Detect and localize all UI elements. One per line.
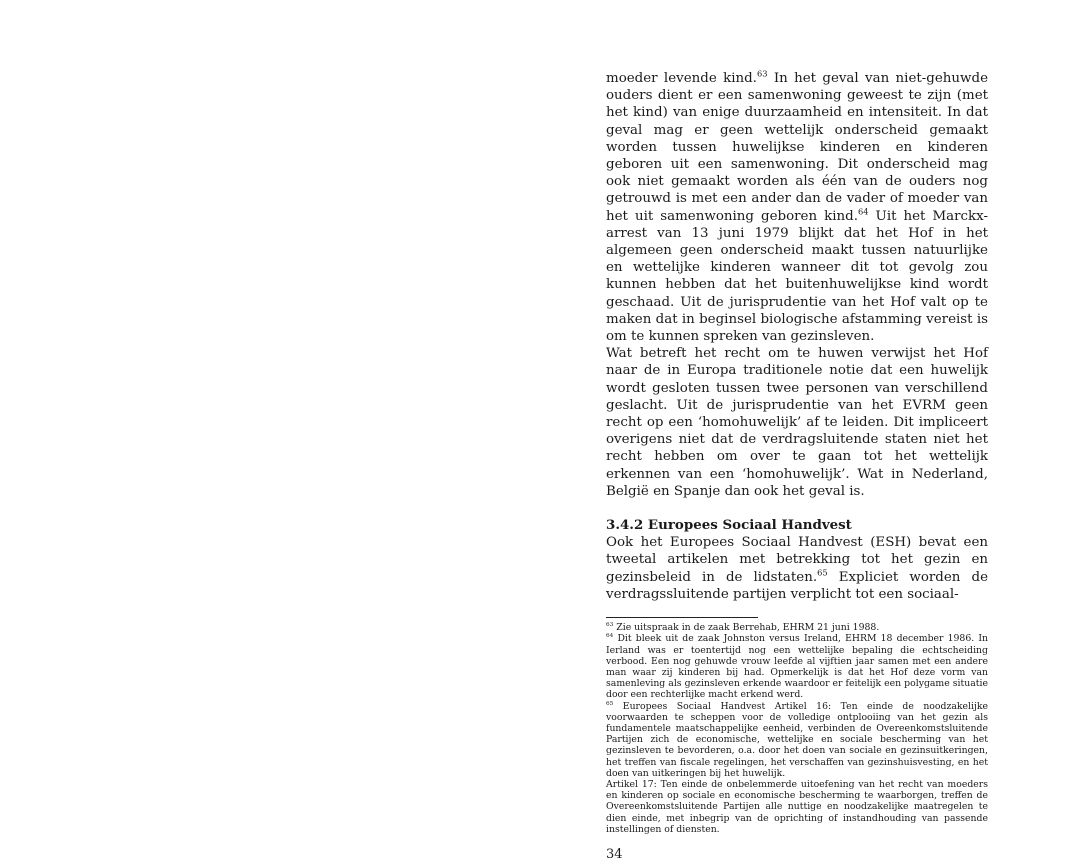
body-text-run: moeder levende kind. (606, 71, 757, 86)
page-number: 34 (606, 846, 623, 862)
footnote-65 (606, 701, 988, 779)
footnote-text: Artikel 17: Ten einde de onbelemmerde uitoefening van het recht van moeders en kinderen op sociale en economische bescherming te waarborgen, treffen de Overeenkomstsluitende Partijen alle nuttige en noodzakelijke maatregelen te dien einde, met inbegrip van de oprichting of instandhouding van passende instellingen of diensten. (606, 778, 988, 835)
footnote-number: 65 (606, 700, 614, 707)
footnote-text: Europees Sociaal Handvest Artikel 16: Ten einde de noodzakelijke voorwaarden te scheppen voor de volledige ontplooiing van het gezin als fundamentele maatschappelijke eenheid, verbinden de Overeenkomstsluitende Partijen zich de economische, wettelijke en sociale bescherming van het gezinsleven te bevorderen, o.a. door het doen van sociale en gezinsuitkeringen, het treffen van fiscale regelingen, het verschaffen van gezinshuisvesting, en het doen van uitkeringen bij het huwelijk. (606, 700, 988, 779)
footnotes (606, 622, 988, 835)
footnote-reference: 64 (857, 206, 869, 217)
footnote-separator (606, 617, 758, 618)
footnote-64 (606, 633, 988, 700)
text-column (606, 70, 988, 862)
body-text-run: Ook het Europees Sociaal Handvest (ESH) bevat een tweetal artikelen met betrekking tot het gezin en gezinsbeleid in de lidstaten. (606, 535, 988, 585)
footnote-text: Dit bleek uit de zaak Johnston versus Ireland, EHRM 18 december 1986. In Ierland was er toentertijd nog een wettelijke bepaling die echtscheiding verbood. Een nog gehuwde vrouw leefde al vijftien jaar samen met een andere man waar zij kinderen bij had. Opmerkelijk is dat het Hof deze vorm van samenleving als gezinsleven erkende waardoor er feitelijk een polygame situatie door een rechterlijke macht erkend werd. (606, 633, 988, 701)
footnote-63 (606, 622, 988, 633)
paragraph-marckx (606, 70, 988, 345)
footnote-text: Zie uitspraak in de zaak Berrehab, EHRM 21 juni 1988. (613, 622, 880, 634)
footnote-reference: 65 (817, 567, 828, 578)
section-heading: 3.4.2 Europees Sociaal Handvest (606, 517, 852, 534)
body-text-run: Expliciet worden de verdragssluitende partijen verplicht tot een sociaal- (606, 569, 988, 602)
body-text (606, 70, 988, 603)
footnote-65-continued (606, 779, 988, 835)
footnote-reference: 63 (756, 68, 768, 79)
body-text-run: In het geval van niet-gehuwde ouders dient er een samenwoning geweest te zijn (met het kind) van enige duurzaamheid en intensiteit. In dat geval mag er geen wettelijk onderscheid gemaakt worden tussen huwelijkse kinderen en kinderen geboren uit een samenwoning. Dit onderscheid mag ook niet gemaakt worden als één van de ouders nog getrouwd is met een ander dan de vader of moeder van het uit samenwoning geboren kind. (606, 71, 988, 224)
paragraph-marriage: Wat betreft het recht om te huwen verwijst het Hof naar de in Europa traditionele notie dat een huwelijk wordt gesloten tussen twee personen van verschillend geslacht. Uit de jurisprudentie van het EVRM geen recht op een ‘homohuwelijk’ af te leiden. Dit impliceert overigens niet dat de verdragsluitende staten niet het recht hebben om over te gaan tot het wettelijk erkennen van een ‘homohuwelijk’. Wat in Nederland, België en Spanje dan ook het geval is. (606, 346, 988, 499)
footnote-number: 64 (606, 633, 614, 640)
footnote-number: 63 (606, 622, 614, 628)
body-text-run: Uit het Marckx-arrest van 13 juni 1979 blijkt dat het Hof in het algemeen geen onderscheid maakt tussen natuurlijke en wettelijke kinderen wanneer dit tot gevolg zou kunnen hebben dat het buitenhuwelijkse kind wordt geschaad. Uit de jurisprudentie van het Hof valt op te maken dat in beginsel biologische afstamming vereist is om te kunnen spreken van gezinsleven. (606, 208, 988, 345)
paragraph-esh (606, 534, 988, 603)
